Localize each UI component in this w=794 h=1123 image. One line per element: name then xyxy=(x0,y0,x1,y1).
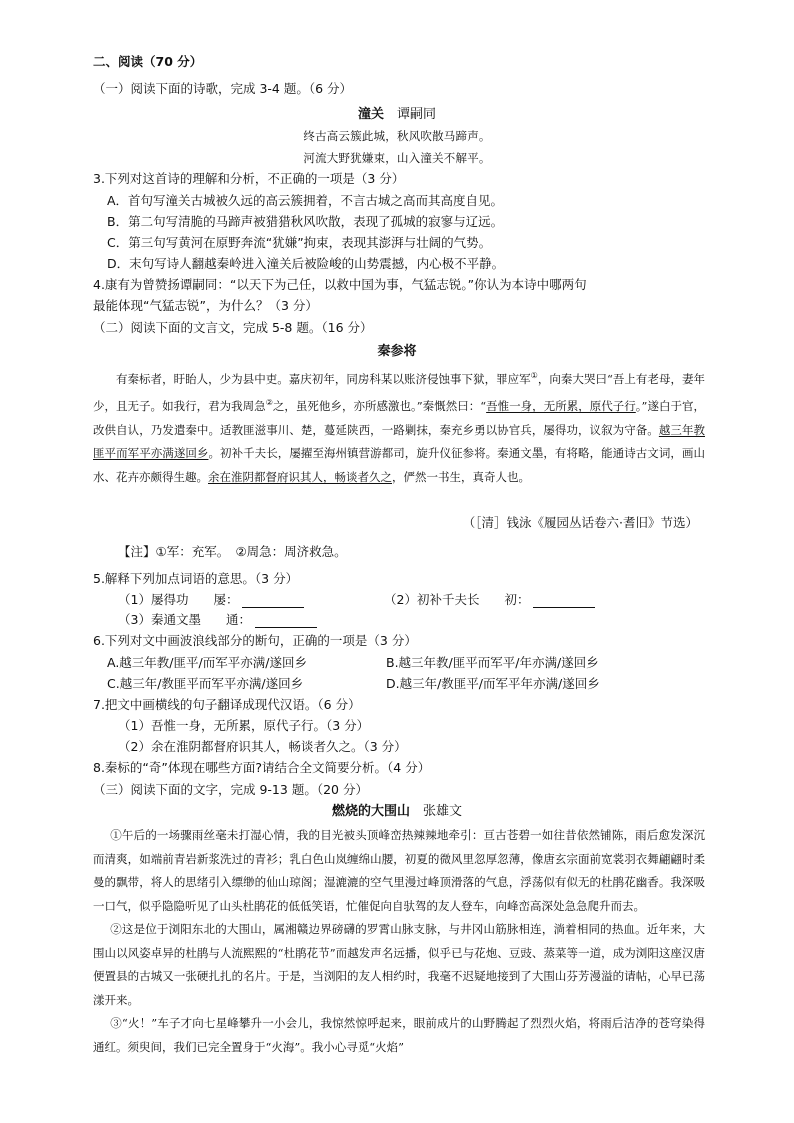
essay-title: 燃烧的大围山 xyxy=(331,804,410,819)
classical-passage xyxy=(93,364,705,489)
classical-source: （［清］钱泳《履园丛话卷六·耆旧》节选） xyxy=(462,515,698,530)
classical-title: 秦参将 xyxy=(377,344,417,359)
q3-option-a: A．首句写潼关古城被久远的高云簇拥着，不言古城之高而其高度自见。 xyxy=(107,193,504,208)
q3-option-d: D．末句写诗人翻越秦岭进入潼关后被险峻的山势震撼，内心极不平静。 xyxy=(107,256,505,271)
q5-item-1-label: （1）屡得功 屡： xyxy=(118,592,239,607)
q6-option-c: C.越三年/教匪平而军平亦满/遂回乡 xyxy=(107,676,304,691)
q5-item-3-label: （3）秦通文墨 通： xyxy=(118,612,251,627)
q5-item-2-label: （2）初补千夫长 初： xyxy=(384,592,530,607)
underlined-sentence-2: 余在淮阴都督府识其人，畅谈者久之 xyxy=(208,469,392,484)
section-title: 二、阅读（70 分） xyxy=(93,54,203,69)
q7-stem: 7.把文中画横线的句子翻译成现代汉语。（6 分） xyxy=(93,697,361,712)
q3-option-b: B．第二句写清脆的马蹄声被猎猎秋风吹散，表现了孤城的寂寥与辽远。 xyxy=(107,214,504,229)
q8-stem: 8.秦标的“奇”体现在哪些方面?请结合全文简要分析。（4 分） xyxy=(93,760,431,775)
answer-blank[interactable] xyxy=(255,615,317,628)
q5-item-1 xyxy=(118,592,304,608)
passage-text: 。”遂白于官，改供自认，乃发遣秦中。适教匪滋事川、楚，蔓延陕西，一路剿抹，秦充乡勇以协官兵，屡得功，议叙为守备。 xyxy=(93,399,705,437)
essay-paragraph: ②这是位于浏阳东北的大围山，属湘赣边界磅礴的罗霄山脉支脉，与井冈山筋脉相连，淌着相同的热血。近年来，大围山以风姿卓异的杜鹃与人流熙熙的“杜鹃花节”而越发声名远播，似乎已与花炮、豆豉、蒸菜等一道，成为浏阳这座汉唐便置县的古城又一张硬扎扎的名片。于是，当浏阳的友人相约时，我毫不迟疑地接到了大围山芬芳漫溢的请帖，心早已荡漾开来。 xyxy=(93,922,705,1007)
essay-paragraph: ③“火！”车子才向七星峰攀升一小会儿，我惊然惊呼起来，眼前成片的山野腾起了烈烈火焰，将雨后洁净的苍穹染得通红。须臾间，我们已完全置身于“火海”。我小心寻觅“火焰” xyxy=(93,1016,705,1054)
essay-heading xyxy=(0,804,794,820)
q6-option-a: A.越三年教/匪平/而军平亦满/遂回乡 xyxy=(107,655,307,670)
essay-paragraph: ①午后的一场骤雨丝毫未打湿心情，我的目光被头顶峰峦热辣辣地牵引：亘古苍碧一如往昔依然铺陈，雨后愈发深沉而清爽，如端前青岩新浆洗过的青衫；乳白色山岚缠绵山腰，初夏的微风里忽厚忽薄，像唐玄宗面前宽裳羽衣舞翩翩时柔曼的飘带，将人的思绪引入缥缈的仙山琼阁；湿漉漉的空气里漫过峰顶滑落的气息，浮荡似有似无的杜鹃花幽香。我深吸一口气，似乎隐隐听见了山头杜鹃花的低低笑语，忙催促向自驮驾的友人登车，向峰峦高深处急急爬升而去。 xyxy=(93,828,705,913)
poem-title: 潼关 xyxy=(357,107,384,122)
part1-intro: （一）阅读下面的诗歌，完成 3-4 题。（6 分） xyxy=(93,81,353,96)
passage-text: ，向秦大哭曰“吾上有老母，妻年少，且无子。如我行，君为我周急 xyxy=(93,371,706,414)
passage-text: 。初补千夫长，屡擢至海州镇营游都司，旋升仪征参将。秦通文墨，有将略，能通诗古文词，画山水、花卉亦颇得生趣。 xyxy=(93,446,705,484)
essay-author: 张雄文 xyxy=(423,804,463,819)
poem-line: 河流大野犹嫌束，山入潼关不解平。 xyxy=(303,151,491,165)
q6-stem: 6.下列对文中画波浪线部分的断句，正确的一项是（3 分） xyxy=(93,633,417,648)
notes: 【注】①军：充军。 ②周急：周济救急。 xyxy=(118,544,347,559)
q4-line1: 4.康有为曾赞扬谭嗣同：“以天下为己任，以救中国为事，气猛志锐。”你认为本诗中哪两句 xyxy=(93,277,587,292)
q7-item-2: （2）余在淮阴都督府识其人，畅谈者久之。（3 分） xyxy=(118,739,407,754)
answer-blank[interactable] xyxy=(533,595,595,608)
q6-option-d: D.越三年/教匪平/而军平年亦满/遂回乡 xyxy=(386,676,600,691)
poem-author: 谭嗣同 xyxy=(397,107,437,122)
note-marker: ① xyxy=(530,371,538,380)
passage-text: ，俨然一书生，真奇人也。 xyxy=(392,469,530,484)
note-marker: ② xyxy=(265,398,273,408)
underlined-sentence-1: 吾惟一身，无所累，原代子行 xyxy=(486,399,636,414)
essay-passage xyxy=(93,824,705,1059)
part3-intro: （三）阅读下面的文字，完成 9-13 题。（20 分） xyxy=(93,782,368,797)
q4-line2: 最能体现“气猛志锐”，为什么？（3 分） xyxy=(93,298,318,313)
q3-stem: 3.下列对这首诗的理解和分析，不正确的一项是（3 分） xyxy=(93,171,405,186)
part2-intro: （二）阅读下面的文言文，完成 5-8 题。（16 分） xyxy=(93,320,373,335)
q5-item-3 xyxy=(118,612,317,628)
wavy-underlined-sentence: 越三年教匪平而军平亦满遂回乡 xyxy=(93,422,706,461)
q3-option-c: C．第三句写黄河在原野奔流“犹嫌”拘束，表现其澎湃与壮阔的气势。 xyxy=(107,235,492,250)
q5-stem: 5.解释下列加点词语的意思。（3 分） xyxy=(93,571,299,586)
poem-heading xyxy=(0,107,794,123)
poem-line: 终古高云簇此城，秋风吹散马蹄声。 xyxy=(303,129,491,143)
q6-option-b: B.越三年教/匪平而军平/年亦满/遂回乡 xyxy=(386,655,599,670)
q5-item-2 xyxy=(384,592,595,608)
q7-item-1: （1）吾惟一身，无所累，原代子行。（3 分） xyxy=(118,718,370,733)
passage-text: 之，虽死他乡，亦所感激也。”秦慨然曰：“ xyxy=(272,399,487,414)
passage-text: 有秦标者，盱眙人，少为县中吏。嘉庆初年，同房科某以账济侵蚀事下狱，罪应军 xyxy=(116,371,531,386)
answer-blank[interactable] xyxy=(242,595,304,608)
